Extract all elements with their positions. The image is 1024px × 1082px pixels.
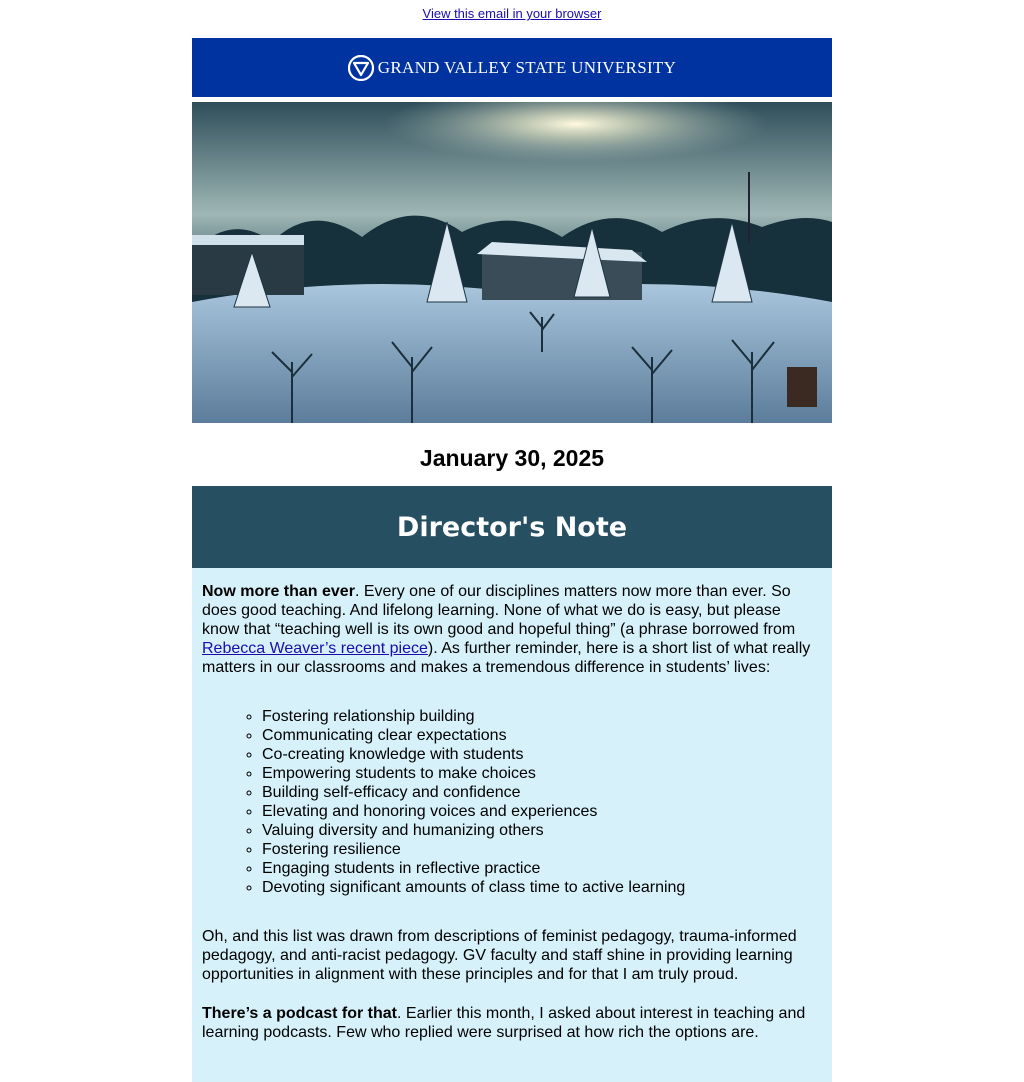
list-item: ◦ Fostering relationship building [262,707,822,726]
list-item: ◦ Empowering students to make choices [262,764,822,783]
list-item: ◦ Building self-efficacy and confidence [262,783,822,802]
list-item: ◦ Devoting significant amounts of class time to active learning [262,878,822,897]
directors-note-heading: Director's Note [192,486,832,568]
list-item: ◦ Elevating and honoring voices and experiences [262,802,822,821]
gvsu-logo-icon [348,55,374,81]
what-matters-list [202,707,822,897]
list-item: ◦ Valuing diversity and humanizing others [262,821,822,840]
rebecca-weaver-link[interactable]: Rebecca Weaver’s recent piece [202,640,428,657]
view-in-browser-link[interactable]: View this email in your browser [422,6,602,21]
paragraph-podcast [202,1004,822,1042]
gvsu-logo[interactable] [348,55,676,81]
gvsu-logo-text: GRAND VALLEY STATE UNIVERSITY [377,57,677,77]
topbar [0,0,1024,38]
list-item: ◦ Engaging students in reflective practice [262,859,822,878]
p3-text: . Earlier this month, I asked about interest in teaching and learning podcasts. Few who replied were surprised at how rich the options are. [202,1005,806,1041]
hero-winter-campus-image [192,102,832,423]
list-item: ◦ Fostering resilience [262,840,822,859]
header-banner [192,38,832,97]
p1-text-a: . Every one of our disciplines matters now more than ever. So does good teaching. And lifelong learning. None of what we do is easy, but please know that “teaching well is its own good and hopeful thing” (a phrase borrowed from [202,583,796,638]
paragraph-list-source: Oh, and this list was drawn from descriptions of feminist pedagogy, trauma-informed pedagogy, and anti-racist pedagogy. GV faculty and staff shine in providing learning opportunities in alignment with these principles and for that I am truly proud. [202,928,797,983]
list-item: ◦ Communicating clear expectations [262,726,822,745]
p3-bold: There’s a podcast for that [202,1005,397,1022]
list-item: ◦ Co-creating knowledge with students [262,745,822,764]
newsletter-date: January 30, 2025 [419,445,605,471]
p1-bold: Now more than ever [202,583,355,600]
email-body [192,38,832,1082]
directors-note-content [192,568,832,1082]
p1-text-b: ). As further reminder, here is a short list of what really matters in our classrooms and makes a tremendous difference in students’ lives: [202,640,811,676]
paragraph-now-more-than-ever [202,582,822,677]
hero-image [192,102,832,423]
